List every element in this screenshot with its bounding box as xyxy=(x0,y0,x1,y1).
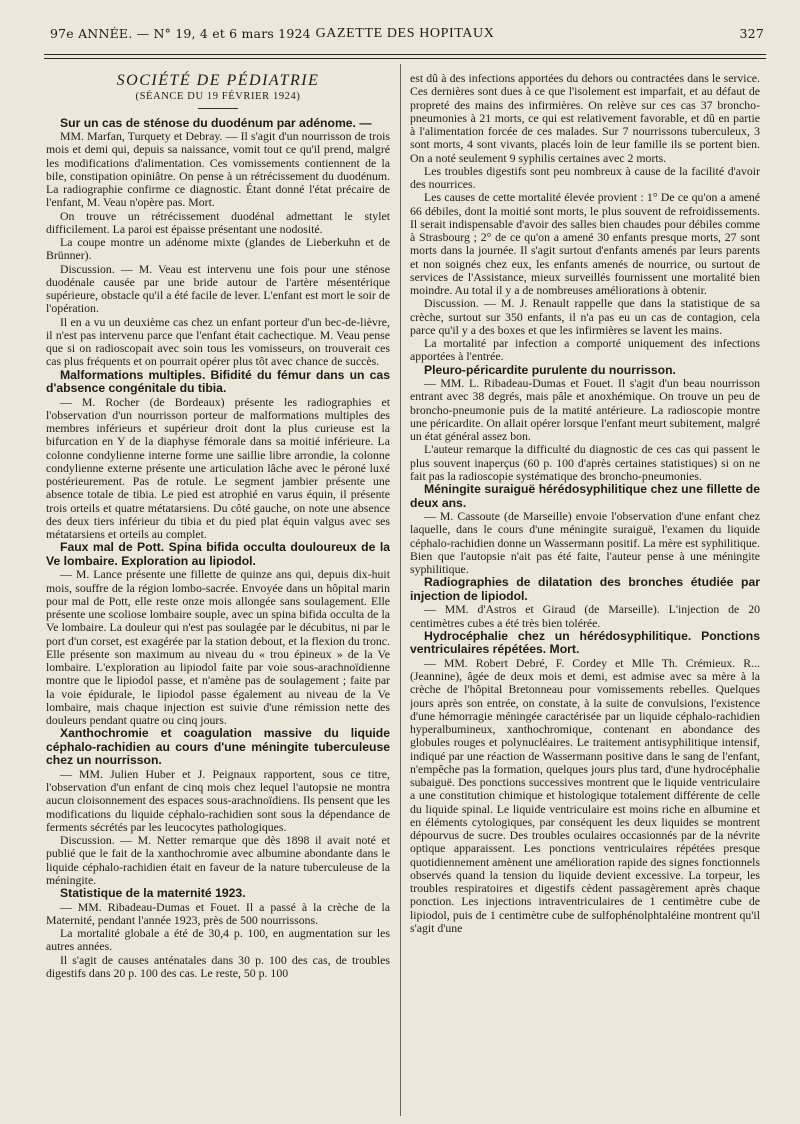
body-paragraph: La mortalité globale a été de 30,4 p. 100, en augmentation sur les autres années. xyxy=(46,926,390,954)
body-paragraph: Discussion. — M. Netter remarque que dès 1898 il avait noté et publié que le fait de la xanthochromie avec albumine abondante dans le liquide céphalo-rachidien était en faveur de la nature tuberculeuse de la méningite. xyxy=(46,833,390,887)
article-title: Radiographies de dilatation des bronches étudiée par injection de lipiodol. xyxy=(410,575,760,603)
body-paragraph: Les troubles digestifs sont peu nombreux à cause de la facilité d'avoir des nourrices. xyxy=(410,163,760,191)
section-title: SOCIÉTÉ DE PÉDIATRIE xyxy=(116,72,320,89)
body-paragraph: — MM. L. Ribadeau-Dumas et Fouet. Il s'agit d'un beau nourrisson entrant avec 38 degrés, mais pâle et anoxhémique. On trouve un peu de broncho-pneumonie puis de la matité antérieure. La radioscopie montre une péricardite. On allait opérer lorsque l'enfant meurt subitement, malgré un état général assez bon. xyxy=(410,376,760,443)
article-title: Faux mal de Pott. Spina bifida occulta douloureux de la Ve lombaire. Exploration au lipiodol. xyxy=(46,540,390,568)
page-number: 327 xyxy=(739,26,764,41)
right-column xyxy=(410,72,760,1120)
body-paragraph: Les causes de cette mortalité élevée provient : 1° De ce qu'on a amené 66 débiles, dont la moitié sont morts, le plus souvent de refroidissements. Il serait indispensable d'avoir des salles bien chaudes pour débiles comme à Strasbourg ; 2° de ce qu'on a amené 30 enfants presque morts, 27 sont morts dans la journée. Il s'agit surtout d'enfants amenés par leurs parents et non soignés chez eux, les enfants amenés de nourrice, ou surtout de services de l'Assistance, mieux surveillés fournissent une mortalité bien moindre. Au total il y a de nombreuses améliorations à obtenir. xyxy=(410,190,760,297)
header-rule-thin xyxy=(44,58,766,59)
body-paragraph: La mortalité par infection a comporté uniquement des infections apportées à l'entrée. xyxy=(410,336,760,364)
header-rule xyxy=(44,54,766,55)
body-paragraph: Discussion. — M. J. Renault rappelle que dans la statistique de sa crèche, surtout sur 350 enfants, il n'a pas eu un cas de contagion, cela parce qu'il y a des boxes et que les infirmières se lavent les mains. xyxy=(410,296,760,337)
body-paragraph: MM. Marfan, Turquety et Debray. — Il s'agit d'un nourrisson de trois mois et demi qui, depuis sa naissance, vomit tout ce qu'il prend, malgré les modifications d'alimentation. Ces vomissements contiennent de la bile, constipation opiniâtre. On pense à un rétrécissement du duodénum. La radiographie confirme ce diagnostic. Étant donné l'état précaire de l'enfant, M. Veau n'opère pas. Mort. xyxy=(46,129,390,210)
left-column-body xyxy=(46,117,390,981)
column-divider xyxy=(400,64,401,1116)
article-title: Xanthochromie et coagulation massive du liquide céphalo-rachidien au cours d'une méningite tuberculeuse chez un nourrisson. xyxy=(46,726,390,768)
body-paragraph: Discussion. — M. Veau est intervenu une fois pour une sténose duodénale causée par une bride autour de l'artère mésentérique supérieure, obstacle qu'il a été facile de lever. L'enfant est mort le soir de l'opération. xyxy=(46,261,390,316)
journal-title: GAZETTE DES HOPITAUX xyxy=(315,26,495,41)
left-column xyxy=(46,70,390,1120)
body-paragraph: L'auteur remarque la difficulté du diagnostic de ces cas qui passent le plus souvent inaperçus (60 p. 100 d'après certaines statistiques) si on ne fait pas la radioscopie systématique des broncho-pneumonies. xyxy=(410,442,760,483)
body-paragraph: Il en a vu un deuxième cas chez un enfant porteur d'un bec-de-lièvre, il n'est pas intervenu parce que l'enfant était cachectique. M. Veau pense que si on radioscopait avec soin tous les vomisseurs, on trouverait ces cas plus fréquents et on pourrait opérer plus tôt avec chance de succès. xyxy=(46,314,390,369)
body-paragraph: — MM. Julien Huber et J. Peignaux rapportent, sous ce titre, l'observation d'un enfant de cinq mois chez lequel l'autopsie ne montra aucun cloisonnement des espaces sous-arachnoïdiens. Ils pensent que les modifications du liquide céphalo-rachidien sont sous la dépendance de ferments sécrétés par les leucocytes pathologiques. xyxy=(46,766,390,834)
article-title: Sur un cas de sténose du duodénum par adénome. — xyxy=(60,115,372,130)
article-title: Méningite suraiguë hérédosyphilitique chez une fillette de deux ans. xyxy=(410,482,760,510)
body-paragraph: — M. Rocher (de Bordeaux) présente les radiographies et l'observation d'un nourrisson porteur de malformations multiples des membres inférieurs et supérieur droit dont la plus curieuse est la bifurcation en Y de la diaphyse fémorale dans sa moitié inférieure. La colonne condylienne interne forme une saillie libre arrondie, la colonne condylienne externe présente une articulation lâche avec le péroné luxé postérieurement. Pas de rotule. Le segment jambier présente une absence totale de tibia. Le pied est atrophié en varus équin, il présente trois orteils et quatre métatarsiens. Du côté gauche, on note une absence des deux tiers inférieur du tibia et du pied plat équin valgus avec ses métatarsiens et orteils au complet. xyxy=(46,394,390,541)
body-paragraph: — M. Lance présente une fillette de quinze ans qui, depuis dix-huit mois, souffre de la région lombo-sacrée. Envoyée dans un hôpital marin pour mal de Pott, elle reste onze mois allongée sans soulagement. Elle présente une scoliose lombaire souple, avec un spina bifida occulta de la Ve lombaire. La douleur qui n'est pas soulagée par le décubitus, ni par le port d'un corset, est exagérée par la station debout, et la flexion du tronc. Elle présente son maximum au niveau du « trou épineux » de la Ve lombaire. L'exploration au lipiodol faite par voie sous-arachnoïdienne montre que le lipiodol passe, et n'amène pas de soulagement ; faite par la voie épidurale, le lipiodol passe également au niveau de la Ve lombaire, mais chaque injection est suivie d'une rémission nette des douleurs pendant quatre ou cinq jours. xyxy=(46,567,390,727)
section-subtitle: (SÉANCE DU 19 FÉVRIER 1924) xyxy=(135,91,301,103)
body-paragraph: — MM. Ribadeau-Dumas et Fouet. Il a passé à la crèche de la Maternité, pendant l'année 1923, près de 500 nourrissons. xyxy=(46,899,390,927)
body-paragraph: — MM. d'Astros et Giraud (de Marseille). L'injection de 20 centimètres cubes a été très bien tolérée. xyxy=(410,602,760,630)
article-title: Statistique de la maternité 1923. xyxy=(60,886,246,900)
running-header xyxy=(44,26,766,48)
article-title: Pleuro-péricardite purulente du nourrisson. xyxy=(424,362,676,377)
article-title: Malformations multiples. Bifidité du fémur dans un cas d'absence congénitale du tibia. xyxy=(46,367,390,395)
body-paragraph: — M. Cassoute (de Marseille) envoie l'observation d'une enfant chez laquelle, dans le cours d'une méningite suraiguë, l'examen du liquide céphalo-rachidien donne un Wassermann positif. La mère est syphilitique. Bien que l'autopsie n'ait pas été faite, l'auteur pense à une méningite syphilitique. xyxy=(410,509,760,576)
body-paragraph: est dû à des infections apportées du dehors ou contractées dans le service. Ces dernières sont dues à ce que l'isolement est imparfait, et au défaut de propreté des mains des infirmières. On relève sur ces cas 37 broncho-pneumonies à 21 morts, ce qui est relativement favorable, et dû en partie à l'alimentation forcée de ces malades. Sur 7 nourrissons tuberculeux, 3 sont morts, 4 sont vivants, placés loin de leur famille ils se portent bien. On a noté seulement 9 syphilis certaines avec 2 morts. xyxy=(410,72,760,165)
section-rule xyxy=(198,108,238,109)
body-paragraph: La coupe montre un adénome mixte (glandes de Lieberkuhn et de Brünner). xyxy=(46,235,390,263)
body-paragraph: On trouve un rétrécissement duodénal admettant le stylet difficilement. La paroi est épaisse présentant une nodosité. xyxy=(46,208,390,236)
body-paragraph: — MM. Robert Debré, F. Cordey et Mlle Th. Crémieux. R... (Jeannine), âgée de deux mois et demi, est admise avec sa mère à la crèche de l'hôpital Bretonneau pour vomissements rebelles. Quelques jours après son entrée, on constate, à la suite de convulsions, l'existence d'une hémorragie méningée caractérisée par un liquide céphalo-rachidien hyperalbumineux, xanthochromique, contenant en abondance des globules rouges et polynucléaires. Le traitement antisyphilitique intensif, indiqué par une réaction de Wassermann positive dans le sang de l'enfant, n'empêche pas la formation, quelques jours plus tard, d'une hydrocéphalie subaiguë. Des ponctions successives montrent que le liquide ventriculaire a une constitution chimique et histologique totalement différente de celle du liquide spinal. Le liquide ventriculaire est moins riche en albumine et en éléments cytologiques, par conséquent les deux liquides se montrent dépourvus de sucre. Des troubles oculaires occasionnés par de la névrite optique apparaissent. Les ponctions ventriculaires répétées presque quotidiennement amènent une amélioration rapide des signes fonctionnels observés quand la tension du liquide devient excessive. La torpeur, les troubles respiratoires et digestifs cèdent passagèrement après chaque ponction. Les injections intraventriculaires de 1 centimètre cube de lipiodol, puis de 1 centimètre cube de sulfophénolphtaléine montrent qu'il s'agit d'une xyxy=(410,655,760,935)
body-paragraph: Il s'agit de causes anténatales dans 30 p. 100 des cas, de troubles digestifs dans 20 p. 100 des cas. Le reste, 50 p. 100 xyxy=(46,952,390,980)
article-title: Hydrocéphalie chez un hérédosyphilitique. Ponctions ventriculaires répétées. Mort. xyxy=(410,628,760,657)
issue-info: 97e ANNÉE. — N° 19, 4 et 6 mars 1924 xyxy=(50,26,311,41)
right-column-body xyxy=(410,72,760,935)
